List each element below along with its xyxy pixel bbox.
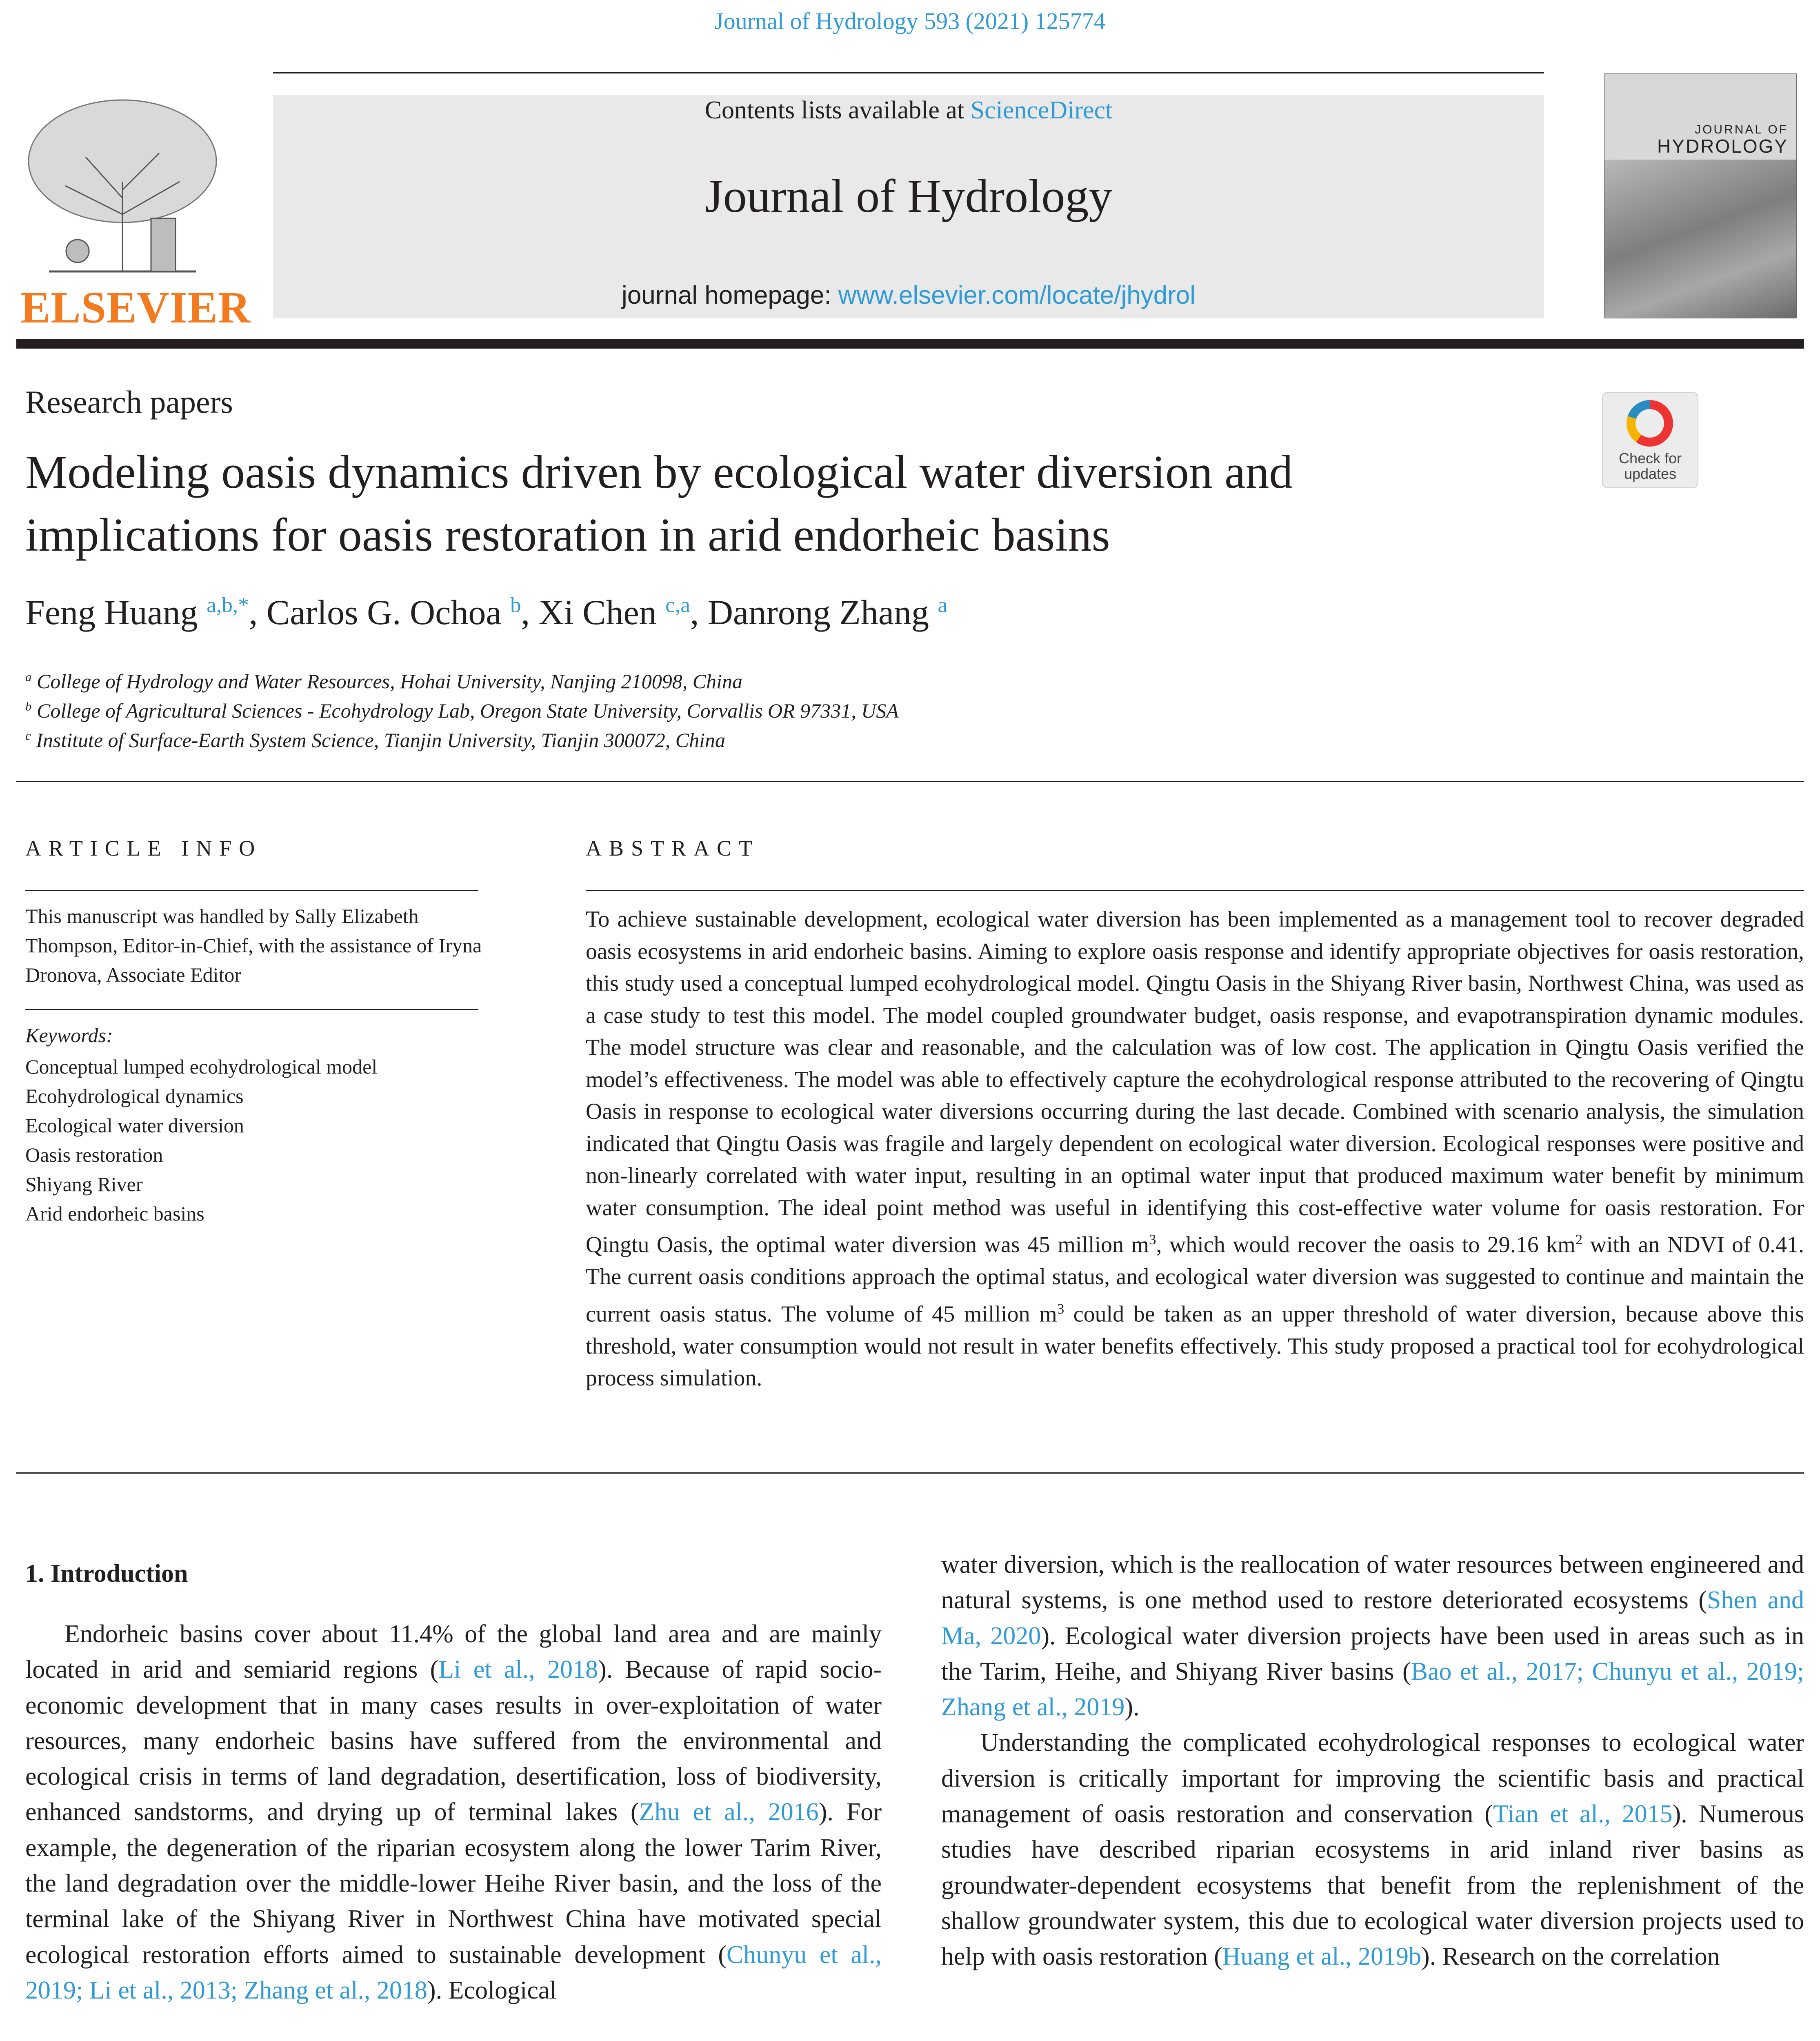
author-name[interactable]: Danrong Zhang (707, 593, 929, 632)
affiliation-text: College of Hydrology and Water Resources, Hohai University, Nanjing 210098, China (37, 670, 743, 693)
abstract-text: To achieve sustainable development, ecological water diversion has been implemented as a management tool to recover degraded oasis ecosystems in arid endorheic basins. Aiming to explore oasis response and identify appropriate objectives for oasis restoration, this study used a conceptual lumped ecohydrological model. Qingtu Oasis in the Shiyang River basin, Northwest China, was used as a case study to test this model. The model coupled groundwater budget, oasis response, and evapotranspiration dynamic modules. The model structure was clear and reasonable, and the calculation was of low cost. The application in Qingtu Oasis verified the model’s effectiveness. The model was able to effectively capture the ecohydrological response attributed to the recovering of Qingtu Oasis in response to ecological water diversions occurring during the last decade. Combined with scenario analysis, the simulation indicated that Qingtu Oasis was fragile and largely dependent on ecological water diversion. Ecological responses were positive and non-linearly correlated with water input, resulting in an optimal water input that produced maximum water benefit by minimum water consumption. The ideal point method was useful in identifying this cost-effective water volume for oasis restoration. For Qingtu Oasis, the optimal water diversion was 45 million $m^3$, which would recover the oasis to 29.16 $km^2$ with an NDVI of 0.41. The current oasis conditions approach the optimal status, and ecological water diversion was suggested to continue and maintain the current oasis status. The volume of 45 million $m^3$ could be taken as an upper threshold of water diversion, because above this threshold, water consumption would not result in water benefits effectively. This study proposed a practical tool for ecohydrological process simulation. (586, 907, 1804, 1391)
cover-title-line1: JOURNAL OF (1695, 123, 1788, 136)
keyword-list (25, 1052, 377, 1228)
affiliation (25, 669, 742, 693)
crossmark-label: Check for updates (1618, 450, 1682, 482)
affiliation-text: Institute of Surface-Earth System Science, Tianjin University, Tianjin 300072, China (36, 729, 726, 751)
cover-title-line2: HYDROLOGY (1657, 136, 1788, 157)
citation-link[interactable]: Chunyu et al., 2019; Li et al., 2013; Zhang et al., 2018 (25, 1941, 882, 2004)
paper-title-line2: implications for oasis restoration in arid endorheic basins (25, 509, 1110, 561)
header-thick-rule (16, 339, 1804, 349)
contents-line (273, 96, 1544, 125)
homepage-link[interactable]: www.elsevier.com/locate/jhydrol (838, 281, 1196, 309)
paper-title-line1: Modeling oasis dynamics driven by ecological water diversion and (25, 446, 1293, 498)
author-affiliation-marks[interactable]: c,a (665, 592, 690, 617)
keyword: Arid endorheic basins (25, 1202, 204, 1225)
divider-rule (16, 1472, 1804, 1474)
homepage-prefix: journal homepage: (621, 281, 838, 309)
body-column-right (941, 1547, 1804, 1975)
keyword: Oasis restoration (25, 1143, 163, 1166)
article-info-rule (25, 890, 478, 891)
author-affiliation-marks[interactable]: b (510, 592, 521, 617)
journal-title: Journal of Hydrology (704, 170, 1113, 222)
citation-link[interactable]: Huang et al., 2019b (1222, 1943, 1422, 1971)
divider-rule (16, 781, 1804, 782)
affiliation-mark: c (25, 728, 31, 743)
sciencedirect-link[interactable]: ScienceDirect (970, 96, 1113, 124)
affiliation-text: College of Agricultural Sciences - Ecohydrology Lab, Oregon State University, Corvallis OR 97331, USA (37, 699, 899, 722)
citation-link[interactable]: Bao et al., 2017; Chunyu et al., 2019; Zhang et al., 2019 (941, 1657, 1804, 1721)
article-section-label: Research papers (25, 384, 233, 420)
elsevier-wordmark: ELSEVIER (20, 282, 251, 332)
body-column-left (25, 1616, 882, 2008)
author-name[interactable]: Carlos G. Ochoa (266, 593, 502, 632)
article-info-heading: ARTICLE INFO (25, 836, 262, 860)
journal-cover-thumbnail[interactable] (1604, 73, 1797, 318)
running-head[interactable]: Journal of Hydrology 593 (2021) 125774 (714, 8, 1106, 34)
cover-image (1604, 160, 1796, 318)
contents-prefix: Contents lists available at (704, 96, 971, 124)
author-name[interactable]: Xi Chen (538, 593, 657, 632)
keyword: Ecohydrological dynamics (25, 1085, 244, 1107)
citation-link[interactable]: Tian et al., 2015 (1493, 1800, 1673, 1828)
abstract-rule (586, 890, 1804, 891)
keywords-rule (25, 1009, 478, 1010)
paragraph: Understanding the complicated ecohydrological responses to ecological water diversion is critically important for improving the scientific basis and practical management of oasis restoration and conservation (Tian et al., 2015). Numerous studies have described riparian ecosystems in arid inland river basins as groundwater-dependent ecosystems that benefit from the replenishment of the shallow groundwater system, this due to ecological water diversion projects used to help with oasis restoration (Huang et al., 2019b). Research on the correlation (941, 1729, 1804, 1971)
keyword: Shiyang River (25, 1173, 143, 1196)
keywords-heading: Keywords: (25, 1024, 113, 1047)
citation-link[interactable]: Shen and Ma, 2020 (941, 1586, 1804, 1650)
author-name[interactable]: Feng Huang (25, 593, 198, 632)
handling-editor-note: This manuscript was handled by Sally Elizabeth Thompson, Editor-in-Chief, with the assistance of Iryna Dronova, Associate Editor (25, 905, 482, 986)
keyword: Conceptual lumped ecohydrological model (25, 1055, 378, 1078)
author-list: Feng Huang $^{a,b,*}$, Carlos G. Ochoa $^b$, Xi Chen $^{c,a}$, Danrong Zhang $^a$ (25, 592, 948, 632)
top-rule (273, 72, 1544, 73)
citation-link[interactable]: Li et al., 2018 (438, 1656, 598, 1684)
affiliation (25, 699, 899, 723)
crossmark-icon-center (1636, 409, 1664, 438)
introduction-heading: 1. Introduction (25, 1560, 188, 1587)
author-affiliation-marks[interactable]: a,b,* (207, 592, 249, 617)
author-affiliation-marks[interactable]: a (938, 592, 948, 617)
affiliation-mark: b (25, 699, 32, 714)
abstract-heading: ABSTRACT (586, 836, 760, 860)
journal-homepage (273, 281, 1544, 310)
affiliation-mark: a (25, 669, 32, 684)
crossmark-check-for-updates-button[interactable] (1602, 392, 1698, 488)
citation-link[interactable]: Zhu et al., 2016 (639, 1798, 819, 1826)
affiliation (25, 728, 725, 752)
paragraph: Endorheic basins cover about 11.4% of the global land area and are mainly located in arid and semiarid regions (Li et al., 2018). Because of rapid socio-economic development that in many cases results in over-exploitation of water resources, many endorheic basins have suffered from the environmental and ecological crisis in terms of land degradation, desertification, loss of biodiversity, enhanced sandstorms, and drying up of terminal lakes (Zhu et al., 2016). For example, the degeneration of the riparian ecosystem along the lower Tarim River, the land degradation over the middle-lower Heihe River basin, and the loss of the terminal lake of the Shiyang River in Northwest China have motivated special ecological restoration efforts aimed to sustainable development (Chunyu et al., 2019; Li et al., 2013; Zhang et al., 2018). Ecological (25, 1620, 882, 2004)
paper-title (25, 441, 1536, 567)
keyword: Ecological water diversion (25, 1114, 244, 1137)
paragraph: water diversion, which is the reallocation of water resources between engineered and natural systems, is one method used to restore deteriorated ecosystems (Shen and Ma, 2020). Ecological water diversion projects have been used in areas such as in the Tarim, Heihe, and Shiyang River basins (Bao et al., 2017; Chunyu et al., 2019; Zhang et al., 2019). (941, 1551, 1804, 1721)
